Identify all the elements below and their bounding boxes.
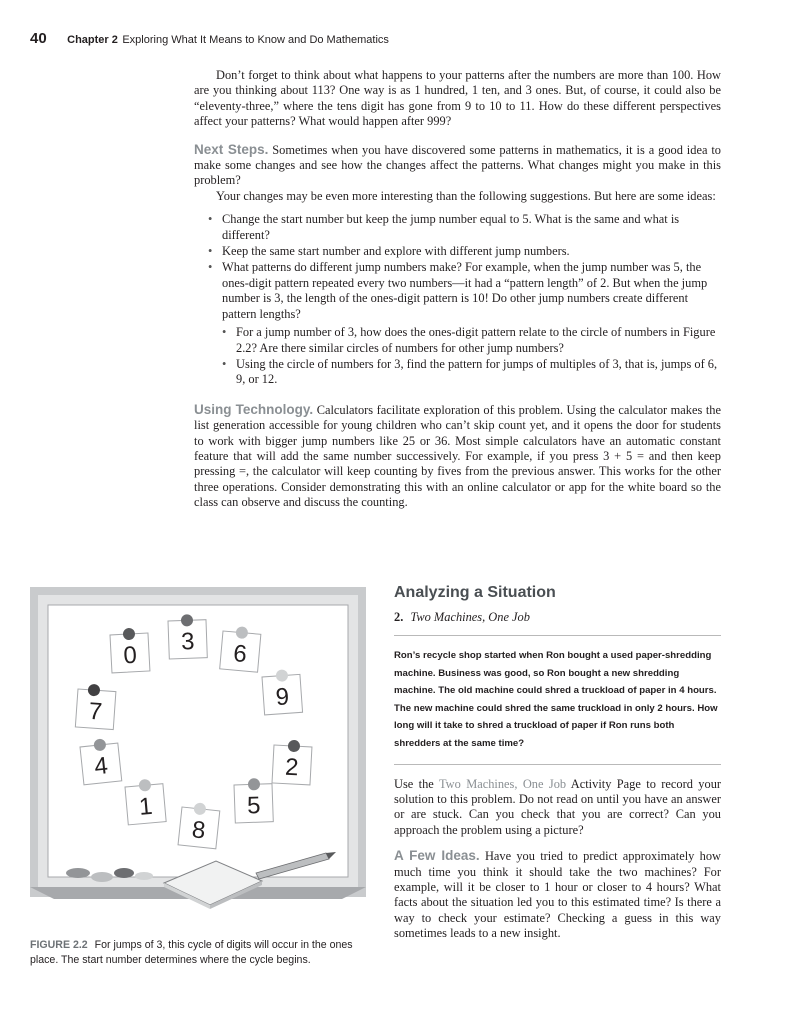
next-steps-paragraph: [194, 142, 721, 189]
page-number: 40: [30, 30, 47, 47]
digit-label: 7: [87, 697, 104, 726]
main-text-column: [194, 68, 721, 511]
digit-label: 0: [122, 641, 138, 670]
magnet-icon: [91, 872, 113, 882]
magnet-icon: [66, 868, 90, 878]
digit-label: 6: [232, 640, 248, 669]
list-item: [222, 260, 721, 387]
bulletin-board-illustration: [30, 587, 366, 931]
sub-list-item: • Using the circle of numbers for 3, find the pattern for jumps of multiples of 3, that is, jumps of 6, 9, or 12.: [236, 357, 721, 388]
figure-digit-cycle: [30, 587, 366, 931]
digit-note: [168, 614, 208, 659]
next-steps-text: Sometimes when you have discovered some patterns in mathematics, it is a good idea to make some changes and see how the changes affect the patterns. What changes might you make in this problem?: [194, 142, 721, 188]
chapter-label: Chapter 2: [67, 34, 118, 46]
using-technology-paragraph: [194, 402, 721, 511]
problem-heading: [394, 610, 721, 625]
next-steps-heading: Next Steps.: [194, 141, 269, 157]
digit-note: [234, 778, 274, 823]
problem-title: Two Machines, One Job: [410, 610, 530, 624]
magnet-icon: [135, 872, 153, 880]
using-technology-heading: Using Technology.: [194, 401, 314, 417]
digit-label: 5: [246, 792, 261, 820]
ideas-list: [194, 212, 721, 387]
running-header: [30, 30, 389, 48]
problem-statement: Ron’s recycle shop started when Ron bought a used paper-shredding machine. Business was good, so Ron bought a new shredding machine. The old machine could shred a truckload of paper in 4 hours. The new machine could shred the same truckload in only 2 hours. How long will it take to shred a truckload of paper if Ron runs both shredders at the same time?: [394, 650, 718, 749]
activity-prefix: Use the: [394, 776, 434, 791]
changes-paragraph: Your changes may be even more interesting than the following suggestions. But here are some ideas:: [216, 188, 716, 203]
figure-caption: [30, 938, 360, 967]
analyzing-situation-column: [394, 584, 721, 942]
list-item: • Keep the same start number and explore with different jump numbers.: [222, 244, 721, 259]
digit-label: 4: [93, 752, 110, 781]
few-ideas-text: Have you tried to predict approximately how much time you think it should take the two machines? For example, will it be closer to 1 hour or closer to 4 hours? What facts about the situation led you to this estimated time? Is there a way to check your estimate? Checking a guess in this way sometimes leads to a new insight.: [394, 849, 721, 941]
intro-paragraph: Don’t forget to think about what happens to your patterns after the numbers are more than 100. How are you thinking about 113? One way is as 1 hundred, 1 ten, and 3 ones. But, of course, it could also be “eleventy-three,” where the tens digit has gone from 9 to 10 to 11. How do these different perspectives affect your patterns? What would happen after 999?: [194, 68, 721, 129]
digit-label: 2: [284, 753, 300, 782]
few-ideas-heading: A Few Ideas.: [394, 848, 480, 864]
using-technology-text: Calculators facilitate exploration of this problem. Using the calculator makes the list generation accessible for young children who can’t skip count yet, and it opens the door for students to work with bigger jump numbers like 25 or 36. Most simple calculators have an automatic constant feature that will add the same number successively. For example, if you press 3 + 5 = and then keep pressing =, the calculator will keep counting by fives from the previous answer. This works for the other three operations. Consider demonstrating this with an online calculator or app for the white board so the class can observe and discuss the counting.: [194, 402, 721, 510]
activity-instructions: [394, 777, 721, 839]
digit-label: 9: [274, 683, 291, 712]
list-item-text: What patterns do different jump numbers make? For example, when the jump number was 5, the ones-digit pattern repeated every two numbers—it had a “pattern length” of 2. But when the jump number is 3, the length of the ones-digit pattern is 10! Do other jump numbers create different pattern lengths?: [222, 260, 708, 321]
figure-label: FIGURE 2.2: [30, 939, 88, 951]
list-item: • Change the start number but keep the jump number equal to 5. What is the same and what is different?: [222, 212, 721, 243]
divider: [394, 764, 721, 765]
problem-number: 2.: [394, 610, 404, 624]
analyzing-situation-title: Analyzing a Situation: [394, 584, 556, 601]
few-ideas-paragraph: [394, 848, 721, 941]
chapter-title: Exploring What It Means to Know and Do Mathematics: [122, 34, 389, 46]
figure-caption-text: For jumps of 3, this cycle of digits will occur in the ones place. The start number determines where the cycle begins.: [30, 939, 353, 966]
activity-suffix: Activity Page to record your solution to this problem. Do not read on until you have an answer or are stuck. Can you check that you are correct? Can you approach the problem using a picture?: [394, 776, 722, 837]
digit-label: 1: [137, 792, 154, 821]
sub-ideas-list: [222, 325, 721, 388]
digit-label: 3: [180, 628, 195, 656]
sub-list-item: • For a jump number of 3, how does the ones-digit pattern relate to the circle of numbers in Figure 2.2? Are there similar circles of numbers for other jump numbers?: [236, 325, 721, 356]
magnet-icon: [114, 868, 134, 878]
activity-page-link[interactable]: Two Machines, One Job: [438, 776, 567, 791]
digit-label: 8: [190, 816, 207, 845]
